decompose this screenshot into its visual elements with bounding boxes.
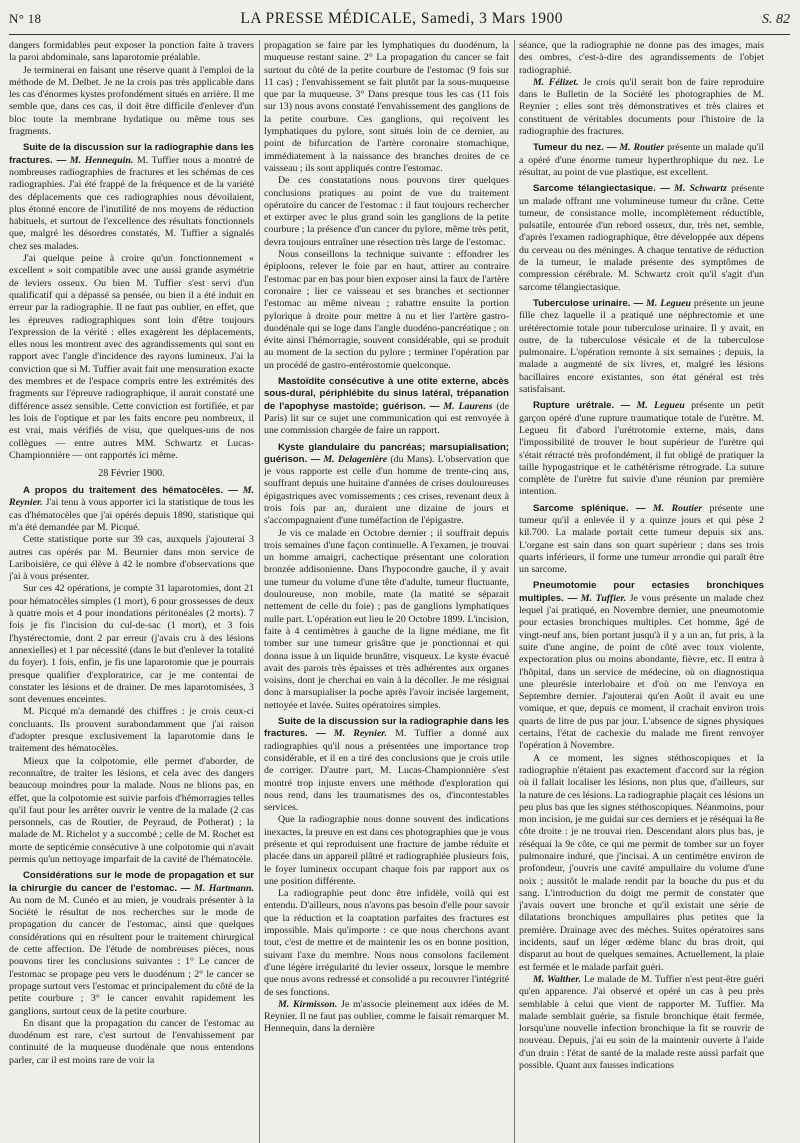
paragraph: propagation se faire par les lymphatiques du duodénum, la muqueuse restant saine. 2° La propagation du cancer se fait surtout du côté de la petite courbure de l'estomac (9 fois sur 11 cas) ; l'envahissement se fait plutôt par la sous-muqueuse que par la muqueuse. 3° Dans presque tous les cas (11 fois sur 13) nous avons constaté l'envahissement des ganglions de la petite courbure. Ces ganglions, qui reçoivent les lymphatiques du pylore, sont situés loin de ce dernier, au point de bifurcation de l'artère coronaire stomachique, immédiatement à la naissance des branches droites de ce vaisseau ; ils sont appliqués contre l'estomac.: [264, 40, 509, 174]
paragraph: A ce moment, les signes stéthoscopiques et la radiographie n'étaient pas exactement d'accord sur la région où il fallait localiser les lésions, non plus que, d'ailleurs, sur la nature de ces lésions. La radiographie plaçait ces lésions un peu plus bas que les signes stéthoscopiques. Néanmoins, pour mon incision, je me guidai sur ces derniers et je réséquai la 8e côte droite : je ne trouvai rien. Descendant alors plus bas, je réséquai la 9e côte, ce qui me permit de tomber sur un foyer pulmonaire induré, que j'incisai. A un centimètre environ de profondeur, j'ouvris une cavité ampullaire du volume d'une noix ; aussitôt le malade rendit par la bouche du pus et du sang. L'introduction du doigt me permit de constater que j'avais ouvert une bronche et qu'il existait une série de dilatations bronchiques ampullaires plus petites que la première. Drainage avec des mèches. Suites opératoires sans incidents, sauf un léger œdème blanc du bras droit, qui disparut au bout de quelques semaines. Actuellement, la plaie est fermée et le malade parfait guéri.: [519, 752, 764, 973]
section-author: M. Delagenière: [323, 453, 388, 465]
section-title: Sarcome télangiectasique. —: [533, 183, 670, 195]
section-text: (de Paris) lit sur ce sujet une communication qui est renvoyée à une commission chargée de faire un rapport.: [264, 400, 509, 437]
section-title: Tumeur du nez. —: [533, 142, 617, 154]
section-paragraph: [264, 716, 509, 814]
section-title: Tuberculose urinaire. —: [533, 297, 644, 309]
paragraph: J'ai quelque peine à croire qu'un fonctionnement « excellent » soit compatible avec une aussi grande asymétrie de leviers osseux. Ou bien M. Tuffier s'est servi d'un qualificatif qui a dépassé sa pensée, ou bien il a été induit en erreur par la radiographie. Il ne faut pas oublier, en effet, que les épreuves radiographiques sont loin d'être toujours l'expression de la vérité : elles exagèrent les déplacements, elles nous les montrent avec des agrandissements qui sont en rapport avec l'angle d'incidence des rayons lumineux. J'ai la conviction que si M. Tuffier avait fait une mensuration exacte des membres et de l'espace compris entre les extrémités des fragments sur l'épreuve radiographique, il aurait constaté une différence assez sensible. Cette conviction est fortifiée, et par les lois de l'optique et par les faits encore peu nombreux, il est vrai, mais vérifiés de visu, que quelques-uns de nos collègues — entre autres MM. Schwartz et Lucas-Championnière — ont rapportés ici même.: [9, 253, 254, 461]
section-paragraph: [9, 485, 254, 534]
section-author: M. Legueu: [636, 400, 685, 412]
section-paragraph: [9, 142, 254, 253]
section-paragraph: [264, 376, 509, 437]
page-number: S. 82: [762, 12, 790, 27]
section-author: M. Hennequin.: [69, 154, 134, 166]
section-paragraph: [519, 503, 764, 577]
columns: [9, 40, 790, 1143]
section-paragraph: [519, 400, 764, 498]
section-text: présente une tumeur qu'il a enlevée il y a quinze jours et qui pèse 2 kil.700. La malade portait cette tumeur depuis six ans. L'organe est sain dans son quart supérieur ; dans ses trois quarts inférieurs, il forme une tumeur arrondie qui paraît être un sarcome.: [519, 502, 764, 576]
paragraph: En disant que la propagation du cancer de l'estomac au duodénum est rare, c'est surtout de l'envahissement par continuité de la muqueuse duodénale que nous entendons parler, car il est moins rare de voir la: [9, 1017, 254, 1066]
section-author: M. Routier: [619, 142, 665, 154]
section-title: Kyste glandulaire du pancréas; marsupialisation; guérison. —: [264, 441, 509, 465]
section-author: M. Tuffier.: [580, 592, 627, 604]
column-1: [9, 40, 254, 1143]
section-title: Suite de la discussion sur la radiographie dans les fractures. —: [9, 142, 254, 166]
column-3: [519, 40, 764, 1143]
section-author: M. Laurens: [443, 400, 493, 412]
column-rule: [254, 40, 264, 1143]
paragraph: Je terminerai en faisant une réserve quant à l'emploi de la méthode de M. Delbet. Je ne la crois pas très applicable dans les cas d'énormes kystes profondément situés en arrière. Il me semble que, dans ces cas, il doit être difficile d'enlever d'un bloc toute la membrane hydatique ou même tous ses fragments.: [9, 64, 254, 138]
section-text: M. Tuffier a donné aux radiographies qu'il nous a présentées une importance trop considérable, et il en a tiré des conclusions que je crois utile de corriger. D'autre part, M. Lucas-Championnière s'est montré trop injuste envers une méthode d'exploration qui nous rend, dans les traumatismes des os, d'incontestables services.: [264, 728, 509, 814]
section-text: Le malade de M. Tuffier n'est peut-être guéri qu'en apparence. J'ai observé et opéré un cas à peu près semblable à celui que vient de rapporter M. Tuffier. Ma malade semblait guérie, sa fistule bronchique était fermée, lorsqu'une nouvelle infection bronchique la fit se rouvrir de nouveau. Depuis, j'ai eu soin de la maintenir ouverte à l'aide d'un drain : l'état de santé de la malade reste aussi parfait que possible. Quant aux fausses indications: [519, 973, 764, 1072]
paragraph: Nous conseillons la technique suivante : effondrer les épiploons, relever le foie par en haut, attirer au contraire l'estomac par en bas pour bien exposer ainsi la faux de l'artère coronaire ; lier ce vaisseau et ses branches et sectionner l'estomac au même niveau ; rabattre ensuite la portion pylorique à droite pour mettre à nu et lier l'artère gastro-duodénale qui se loge dans l'angle duodéno-pancréatique ; on évite ainsi l'hémorragie, souvent considérable, qui se produit au moment de la section du pylore ; terminer l'opération par un procédé de gastro-entérostomie quelconque.: [264, 249, 509, 371]
paragraph: De ces constatations nous pouvons tirer quelques conclusions pratiques au point de vue du traitement opératoire du cancer de l'estomac : il faut toujours rechercher et extirper avec le plus grand soin les ganglions de la petite courbure ; la présence d'un cancer du pylore, même très petit, devra toujours entraîner une résection très large de l'estomac.: [264, 175, 509, 248]
section-title: Pneumotomie pour ectasies bronchiques multiples. —: [519, 580, 764, 604]
section-paragraph: [519, 580, 764, 752]
section-author: M. Kirmisson.: [278, 998, 338, 1010]
section-paragraph: [519, 142, 764, 179]
section-text: M. Tuffier nous a montré de nombreuses radiographies de fractures et les schémas de ces radiographies. J'ai été frappé de la fréquence et de la variété des déplacements que ces radiographies nous dévoilaient, plus étonné encore de l'inutilité de nos moyens de réduction habituels, et surtout de l'excellence des résultats fonctionnels que, malgré les désordres constatés, M. Tuffier a signalés chez ses malades.: [9, 154, 254, 252]
section-title: Mastoïdite consécutive à une otite externe, abcès sous-dural, périphlébite du sinus latéral, trépanation de l'apophyse mastoïde; guérison. —: [264, 376, 509, 412]
paragraph: Cette statistique porte sur 39 cas, auxquels j'ajouterai 3 autres cas opérés par M. Beurnier dans mon service de Lariboisière, ce qui élève à 42 le nombre d'observations que j'ai à vous présenter.: [9, 534, 254, 583]
section-title: Sarcome splénique. —: [533, 502, 646, 514]
section-author: M. Schwartz: [674, 183, 727, 195]
section-paragraph: [519, 974, 764, 1072]
column-2: [264, 40, 509, 1143]
section-paragraph: [9, 870, 254, 1018]
section-paragraph: [519, 298, 764, 396]
section-paragraph: [519, 183, 764, 294]
paragraph: Mieux que la colpotomie, elle permet d'aborder, de reconnaître, de traiter les lésions, et cela avec des dangers beaucoup moindres pour la malade. Nous ne blions pas, en effet, que la colpotomie est suivie parfois d'hémorragies telles qu'il faut pour les arrêter ouvrir le ventre de la malade (2 cas personnels, cas de Routier, de Peyraud, de Potherat) ; la malade de M. Richelot y a succombé ; celle de M. Rochet est morte de septicémie consécutive à une colpotomie qui n'avait permis qu'un nettoyage imparfait de la cavité de l'hématocèle.: [9, 755, 254, 865]
section-text: présente un jeune fille chez laquelle il a pratiqué une néphrectomie et une urétérectomie totale pour tuberculose urinaire. Il y avait, en outre, de la tuberculose vésicale et de la tuberculose pulmonaire. L'opération remonte à six semaines ; depuis, la malade a augmenté de six livres, et, malgré les lésions bacillaires encore existantes, son état général est très satisfaisant.: [519, 297, 764, 396]
section-paragraph: [519, 77, 764, 138]
section-author: M. Legueu: [646, 297, 691, 309]
section-text: présente un petit garçon opéré d'une rupture traumatique totale de l'urètre. M. Legueu fit d'abord l'urétrotomie externe, mais, dans l'impossibilité de trouver le bout supérieur de l'urètre qui s'était rétracté très profondément, il fut obligé de pratiquer la taille hypogastrique et le cathétérisme rétrograde. La suture complète de l'urètre fut suivie d'une réunion par première intention.: [519, 400, 764, 498]
section-text: Je m'associe pleinement aux idées de M. Reynier. Il ne faut pas oublier, comme le faisait remarquer M. Hennequin, dans la dernière: [264, 998, 509, 1035]
section-title: Rupture urétrale. —: [533, 400, 631, 412]
masthead-title: LA PRESSE MÉDICALE, Samedi, 3 Mars 1900: [240, 10, 563, 27]
section-text: (du Mans). L'observation que je vous rapporte est celle d'un homme de trente-cinq ans, souffrant depuis une huitaine d'années de crises douloureuses épigastriques avec vomissements ; ces crises, revenant deux à trois fois par an, duraient une dizaine de jours et s'accompagnaient d'une tuméfaction de l'épigastre.: [264, 453, 509, 527]
section-author: M. Hartmann.: [193, 882, 254, 894]
section-author: M. Walther.: [533, 973, 582, 985]
section-paragraph: [264, 442, 509, 528]
paragraph: M. Picqué m'a demandé des chiffres : je crois ceux-ci concluants. Ils prouvent surabondamment que j'ai raison d'adopter presque exclusivement la laparotomie dans le traitement des hématocèles.: [9, 706, 254, 755]
section-paragraph: [264, 999, 509, 1036]
paragraph: Que la radiographie nous donne souvent des indications inexactes, la preuve en est dans ces photographies que je vous présente et qui reproduisent une fracture de jambe réduite et placée dans un appareil plâtré et radiographiée plusieurs fois, le foyer lumineux occupant chaque fois par rapport aux os une position différente.: [264, 814, 509, 887]
section-author: M. Félizet.: [533, 76, 579, 88]
paragraph: La radiographie peut donc être infidèle, voilà qui est entendu. D'ailleurs, nous n'avons pas besoin d'elle pour savoir que la réduction et la coaptation parfaites des fractures est impossible. Mais qu'importe : ce que nous cherchons avant tout, c'est de mettre et de maintenir les os en bonne position, suivant l'axe du membre. Nous nous consolons facilement d'une légère irrégularité du levier osseux, lorsque le membre que nous avons redressé et consolidé a pu recouvrer l'intégrité de ses fonctions.: [264, 888, 509, 998]
section-text: Au nom de M. Cunéo et au mien, je voudrais présenter à la Société le résultat de nos recherches sur le mode de propagation du cancer de l'estomac, ainsi que quelques considérations qui en résultent pour le traitement chirurgical de cette affection. De l'étude de nombreuses pièces, nous pouvons tirer les conclusions suivantes : 1° Le cancer de l'estomac se propage peu vers le duodénum ; 2° le cancer se propage surtout vers l'estomac et principalement du côté de la petite courbure ; 3° le cancer envahit rapidement les ganglions, surtout ceux de la petite courbure.: [9, 894, 254, 1017]
section-title: A propos du traitement des hématocèles. —: [23, 485, 238, 497]
issue-number: N° 18: [9, 11, 42, 26]
column-rule: [509, 40, 519, 1143]
section-text: Je vous présente un malade chez lequel j'ai pratiqué, en Novembre dernier, une pneumotomie pour ectasies bronchiques multiples. Cet homme, âgé de vingt-neuf ans, bien portant jusqu'à il y a un an, fut pris, à la suite d'une angine, de point de côté avec toux violente, expectoration plus ou moins abondante, fièvre, etc. Il entra à l'hôpital, dans un service de médecine, où on diagnostiqua une pleurésie interlobaire et d'où on me l'envoya en Septembre dernier. J'ajouterai qu'en Août il avait eu une vomique, et que, depuis ce moment, il crachait environ trois quarts de litre de pus par jour. L'absence de signes physiques certains, l'état de cachexie du malade me firent renvoyer l'opération à Novembre.: [519, 592, 764, 752]
section-text: J'ai tenu à vous apporter ici la statistique de tous les cas d'hématocèles que j'ai opérés depuis 1890, statistique qui m'a été demandée par M. Picqué.: [9, 497, 254, 533]
paragraph: Je vis ce malade en Octobre dernier ; il souffrait depuis trois semaines d'une façon continuelle. A l'examen, je trouvai un homme amaigri, cachectique présentant une coloration bronzée addisonienne. Dans l'hypocondre gauche, il y avait une tumeur du volume d'une tête d'adulte, tumeur fluctuante, douloureuse, non mobile, mate (la matité se séparait nettement de celle du foie) ; pas de ganglions lymphatiques nulle part. L'opération eut lieu le 20 Octobre 1899. L'incision, faite à 4 centimètres à gauche de la ligne médiane, me fit tomber sur une tumeur grisâtre que je ponctionnai et qui donna issue à un liquide brunâtre, visqueux. Le kyste évacué avait des parois très épaisses et très adhérentes aux organes voisins, dont je cherchai en vain à la décoller. Je me résignai donc à marsupialiser la poche après l'avoir incisée largement, nettoyée et lavée. Suites opératoires simples.: [264, 527, 509, 711]
section-text: présente un malade offrant une volumineuse tumeur du crâne. Cette tumeur, de consistance molle, incomplètement réductible, pulsatile, entourée d'un rebord osseux, dur, très net, semble, d'après l'examen radiographique, être développée aux dépens du cerveau ou des méninges. A chaque tentative de réduction de la tumeur, le malade présente des symptômes de compression cérébrale. M. Schwartz croit qu'il s'agit d'un sarcome télangiectasique.: [519, 183, 764, 293]
section-text: Je crois qu'il serait bon de faire reproduire dans le Bulletin de la Société les photographies de M. Reynier ; elles sont très démonstratives et très claires et constituent de véritables documents pour l'histoire de la radiographie des fractures.: [519, 76, 764, 138]
section-title: Considérations sur le mode de propagation et sur la chirurgie du cancer de l'estomac. —: [9, 870, 254, 894]
paragraph: dangers formidables peut exposer la ponction faite à travers la paroi abdominale, sans laparotomie préalable.: [9, 40, 254, 64]
section-title: Suite de la discussion sur la radiographie dans les fractures. —: [264, 716, 509, 740]
session-date: 28 Février 1900.: [98, 468, 165, 480]
section-text: présente un malade qu'il a opéré d'une énorme tumeur hyperthrophique du nez. Le résultat, au point de vue plastique, est excellent.: [519, 142, 764, 178]
page-header: [9, 10, 790, 35]
section-author: M. Routier: [652, 502, 703, 514]
paragraph: séance, que la radiographie ne donne pas des images, mais des ombres, c'est-à-dire des agrandissements de l'objet radiographié.: [519, 40, 764, 76]
section-author: M. Reynier.: [9, 485, 254, 509]
paragraph: Sur ces 42 opérations, je compte 31 laparotomies, dont 21 pour hématocèles simples (1 mort), 6 pour grossesses de deux à quatre mois et 4 pour inondations péritonéales (2 morts). 7 fois je fis l'incision du cul-de-sac (1 mort), et 3 fois l'hystérectomie, dont 2 par erreur (j'avais cru à des lésions annexielles) et 1 par nécessité (dans le but d'enlever la totalité du foyer). 1 fois, enfin, je fis une laparotomie que je pourrais presque qualifier d'exploratrice, car je me contentai de constater les lésions et de drainer. De mes laparotomisées, 3 sont devenues enceintes.: [9, 583, 254, 706]
section-author: M. Reynier.: [333, 728, 387, 740]
